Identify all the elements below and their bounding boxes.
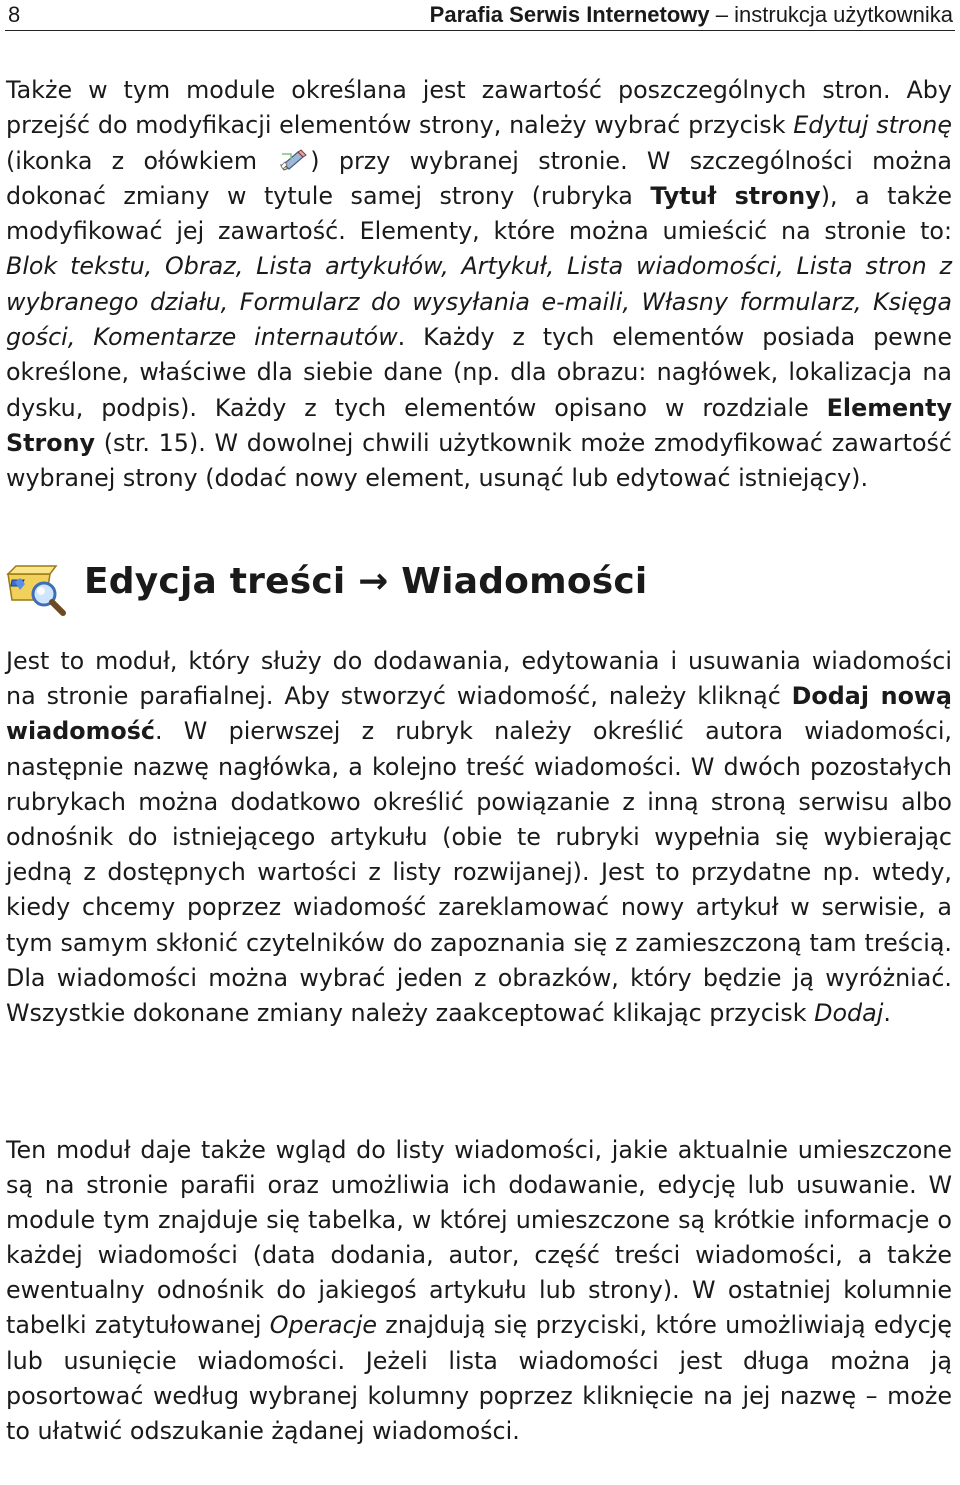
intro-paragraph: [6, 73, 952, 497]
section-title-left: Edycja treści: [84, 561, 346, 602]
news-paragraph: [6, 644, 952, 1031]
page-header: [5, 0, 955, 31]
intro-text-1: Także w tym module określana jest zawartość poszczególnych stron. Aby przejść do modyfikacji elementów strony, należy wybrać przycisk: [6, 76, 952, 140]
page-number: 8: [8, 2, 21, 27]
edit-content-icon: [6, 560, 68, 616]
section-heading: [6, 556, 952, 618]
document-title: [430, 2, 953, 28]
intro-text-5: . Każdy z tych elementów posiada pewne określone, właściwe dla siebie dane (np. dla obrazu: nagłówek, lokalizacja na dysku, podpis). Każdy z tych elementów opisano w rozdziale: [6, 323, 952, 422]
pencil-icon: [278, 147, 308, 171]
section-title: [84, 561, 647, 602]
news-text-2: . W pierwszej z rubryk należy określić autora wiadomości, następnie nazwę nagłówka, a kolejno treść wiadomości. W dwóch pozostałych rubrykach można dodatkowo określić powiązanie z inną stroną serwisu albo odnośnik do istniejącego artykułu (obie te rubryki wypełnia się wybierając jedną z dostępnych wartości z listy rozwijanej). Jest to przydatne np. wtedy, kiedy chcemy poprzez wiadomość zareklamować nowy artykuł w serwisie, a tym samym skłonić czytelników do zapoznania się z zamieszczoną tam treścią. Dla wiadomości można wybrać jeden z obrazków, który będzie ją wyróżniać. Wszystkie dokonane zmiany należy zaakceptować klikając przycisk: [6, 717, 952, 1028]
dodaj-button-name: Dodaj: [814, 999, 884, 1028]
add-news-button-name: Dodaj nową wiadomość: [6, 682, 952, 746]
intro-text-2: (ikonka z ołówkiem: [6, 146, 277, 175]
news-text-3: .: [883, 999, 891, 1028]
list-paragraph: [6, 1133, 952, 1449]
edit-page-button-name: Edytuj stronę: [793, 111, 952, 140]
list-text-2: znajdują się przyciski, które umożliwiają edycję lub usunięcie wiadomości. Jeżeli lista wiadomości jest długa można ją posortować według wybranej kolumny poprzez kliknięcie na jej nazwę – może to ułatwić odszukanie żądanej wiadomości.: [6, 1311, 952, 1445]
chapter-reference: Elementy Strony: [6, 393, 952, 457]
intro-text-3: ) przy wybranej stronie. W szczególności można dokonać zmiany w tytule samej strony (rubryka: [6, 146, 952, 210]
intro-text-4: ), a także modyfikować jej zawartość. Elementy, które można umieścić na stronie to:: [6, 181, 952, 246]
document-subtitle: – instrukcja użytkownika: [715, 2, 953, 27]
arrow-right-icon: →: [358, 561, 389, 602]
news-text-1: Jest to moduł, który służy do dodawania, edytowania i usuwania wiadomości na stronie parafialnej. Aby stworzyć wiadomość, należy kliknąć: [6, 647, 952, 711]
elements-list: Blok tekstu, Obraz, Lista artykułów, Artykuł, Lista wiadomości, Lista stron z wybranego działu, Formularz do wysyłania e-maili, Własny formularz, Księga gości, Komentarze internautów: [6, 252, 952, 352]
operations-column-name: Operacje: [269, 1311, 377, 1340]
list-text-1: Ten moduł daje także wgląd do listy wiadomości, jakie aktualnie umieszczone są na stronie parafii oraz umożliwia ich dodawanie, edycję lub usuwanie. W module tym znajduje się tabelka, w której umieszczone są krótkie informacje o każdej wiadomości (data dodania, autor, część treści wiadomości, a także ewentualny odnośnik do jakiegoś artykułu lub strony). W ostatniej kolumnie tabelki zatytułowanej: [6, 1136, 952, 1340]
document-title-bold: Parafia Serwis Internetowy: [429, 2, 710, 27]
section-title-right: Wiadomości: [401, 561, 648, 602]
intro-text-6: (str. 15). W dowolnej chwili użytkownik może zmodyfikować zawartość wybranej strony (dodać nowy element, usunąć lub edytować istniejący).: [6, 428, 952, 493]
title-field-name: Tytuł strony: [650, 181, 821, 210]
